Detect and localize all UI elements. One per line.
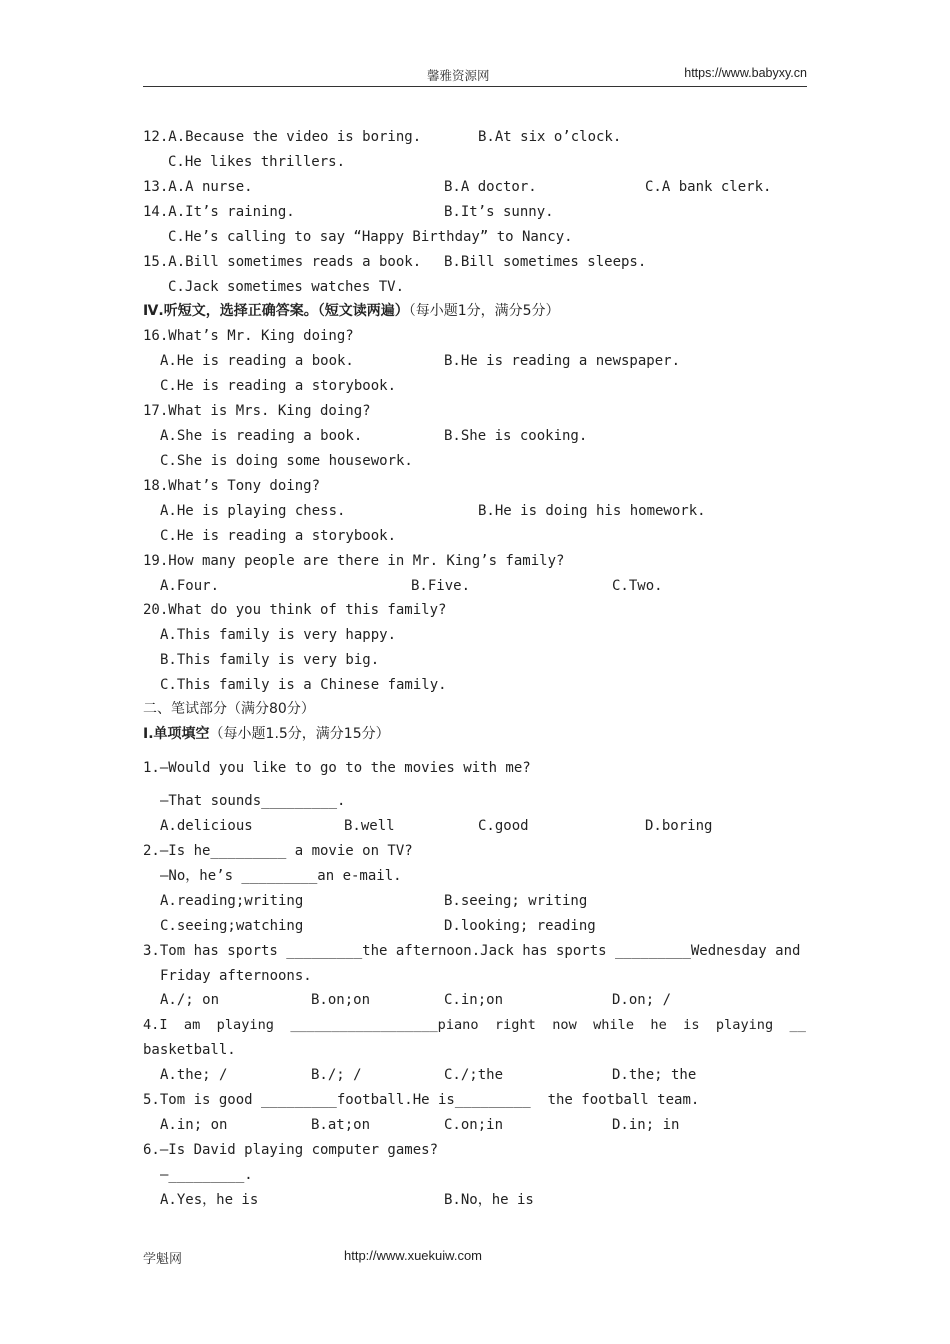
q17-stem: 17.What is Mrs. King doing? <box>143 403 371 419</box>
q20-option-a: A.This family is very happy. <box>160 627 397 643</box>
w5-option-c: C.on;in <box>444 1117 504 1133</box>
section-4-heading <box>143 301 560 321</box>
w5-stem: 5.Tom is good _________football.He is_________ the football team. <box>143 1092 700 1108</box>
q12-option-a: 12.A.Because the video is boring. <box>143 129 422 145</box>
header-site-name: 馨雅资源网 <box>427 68 490 83</box>
w5-option-b: B.at;on <box>311 1117 371 1133</box>
w4-option-b: B./; / <box>311 1067 362 1083</box>
w3-option-a: A./; on <box>160 992 220 1008</box>
w4-option-a: A.the; / <box>160 1067 228 1083</box>
footer-site-name: 学魁网 <box>143 1252 183 1267</box>
w5-option-d: D.in; in <box>612 1117 680 1133</box>
part-2-heading: 二、笔试部分（满分80分） <box>143 701 315 717</box>
q17-option-b: B.She is cooking. <box>444 428 588 444</box>
w1-option-c: C.good <box>478 818 529 834</box>
q15-option-a: 15.A.Bill sometimes reads a book. <box>143 254 422 270</box>
section-1-points: （每小题1.5分，满分15分） <box>209 726 390 742</box>
q19-option-c: C.Two. <box>612 578 663 594</box>
header-site-url[interactable]: https://www.babyxy.cn <box>684 66 807 80</box>
q20-option-b: B.This family is very big. <box>160 652 380 668</box>
q20-option-c: C.This family is a Chinese family. <box>160 677 447 693</box>
w6-stem: 6.—Is David playing computer games? <box>143 1142 439 1158</box>
q19-option-a: A.Four. <box>160 578 220 594</box>
q14-option-c: C.He’s calling to say “Happy Birthday” to Nancy. <box>168 229 573 245</box>
q17-option-c: C.She is doing some housework. <box>160 453 413 469</box>
w1-reply: —That sounds_________. <box>160 793 346 809</box>
w1-option-b: B.well <box>344 818 395 834</box>
w2-option-a: A.reading;writing <box>160 893 304 909</box>
w3-option-c: C.in;on <box>444 992 504 1008</box>
section-1-title: Ⅰ.单项填空 <box>143 726 210 742</box>
q16-stem: 16.What’s Mr. King doing? <box>143 328 354 344</box>
w1-option-a: A.delicious <box>160 818 253 834</box>
q12-option-c: C.He likes thrillers. <box>168 154 346 170</box>
section-4-title: Ⅳ.听短文，选择正确答案。（短文读两遍） <box>143 303 409 319</box>
q19-option-b: B.Five. <box>411 578 471 594</box>
w2-option-b: B.seeing; writing <box>444 893 588 909</box>
w4-stem: 4.I am playing __________________piano right now while he is playing __ <box>143 1017 806 1033</box>
q18-option-b: B.He is doing his homework. <box>478 503 706 519</box>
w4-option-c: C./;the <box>444 1067 504 1083</box>
w1-option-d: D.boring <box>645 818 713 834</box>
q15-option-c: C.Jack sometimes watches TV. <box>168 279 405 295</box>
q13-option-a: 13.A.A nurse. <box>143 179 253 195</box>
q18-option-a: A.He is playing chess. <box>160 503 346 519</box>
q12-option-b: B.At six o’clock. <box>478 129 622 145</box>
q18-stem: 18.What’s Tony doing? <box>143 478 321 494</box>
w3-option-d: D.on; / <box>612 992 672 1008</box>
w2-option-c: C.seeing;watching <box>160 918 304 934</box>
w6-reply: —_________. <box>160 1167 253 1183</box>
q16-option-a: A.He is reading a book. <box>160 353 354 369</box>
footer-site-url[interactable]: http://www.xuekuiw.com <box>344 1248 482 1263</box>
w4-option-d: D.the; the <box>612 1067 697 1083</box>
w3-option-b: B.on;on <box>311 992 371 1008</box>
q15-option-b: B.Bill sometimes sleeps. <box>444 254 647 270</box>
q16-option-b: B.He is reading a newspaper. <box>444 353 681 369</box>
q13-option-c: C.A bank clerk. <box>645 179 772 195</box>
q19-stem: 19.How many people are there in Mr. King’s family? <box>143 553 565 569</box>
q14-option-a: 14.A.It’s raining. <box>143 204 295 220</box>
w6-option-a: A.Yes，he is <box>160 1192 259 1208</box>
w2-option-d: D.looking; reading <box>444 918 596 934</box>
q13-option-b: B.A doctor. <box>444 179 537 195</box>
w5-option-a: A.in; on <box>160 1117 228 1133</box>
section-4-points: （每小题1分，满分5分） <box>408 303 560 319</box>
section-1-heading <box>143 724 390 744</box>
w3-stem-cont: Friday afternoons. <box>160 968 312 984</box>
q16-option-c: C.He is reading a storybook. <box>160 378 397 394</box>
q17-option-a: A.She is reading a book. <box>160 428 363 444</box>
q14-option-b: B.It’s sunny. <box>444 204 554 220</box>
w6-option-b: B.No，he is <box>444 1192 534 1208</box>
w3-stem: 3.Tom has sports _________the afternoon.Jack has sports _________Wednesday and <box>143 943 801 959</box>
w2-reply: —No，he’s _________an e-mail. <box>160 868 402 884</box>
q18-option-c: C.He is reading a storybook. <box>160 528 397 544</box>
w1-stem: 1.—Would you like to go to the movies with me? <box>143 760 531 776</box>
page-header <box>143 64 807 87</box>
w4-stem-cont: basketball. <box>143 1042 236 1058</box>
w2-stem: 2.—Is he_________ a movie on TV? <box>143 843 413 859</box>
q20-stem: 20.What do you think of this family? <box>143 602 447 618</box>
